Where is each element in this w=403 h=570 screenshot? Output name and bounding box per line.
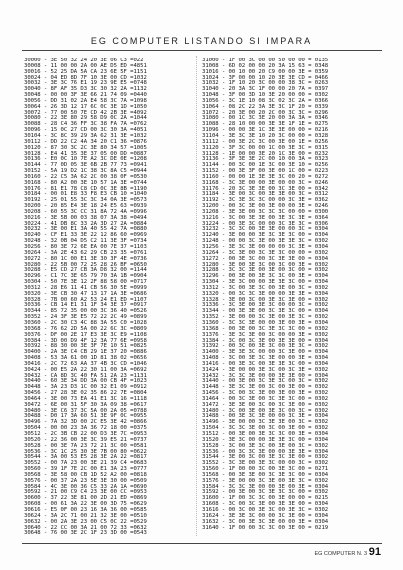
listing-line: 30368 - 76 62 2D 5A 00 22 6C 3C =0809: [24, 325, 147, 332]
listing-line: 30416 - 2C 72 63 AA 37 4B 3C CD =1046: [24, 360, 147, 367]
listing-line: 31040 - 20 3A 3C 1F 00 00 20 7A = 0397: [202, 86, 329, 93]
listing-line: 31168 - 3C 3E 00 00 3E 00 00 3C = 0246: [202, 179, 329, 186]
listing-line: 31256 - 3E 3C 3E 00 00 00 3C 3E = 0304: [202, 244, 329, 250]
listing-line: 30168 - 80 A2 00 3E 10 57 1A 3E =0744: [24, 179, 147, 186]
listing-line: 31336 - 3C 3E 00 3E 3C 00 00 3C = 0302: [202, 302, 329, 309]
listing-line: 31368 - 00 3E 00 3C 3E 3C 3C 00 = 0302: [202, 325, 329, 332]
listing-line: 31288 - 3C 3C 3E 00 3E 00 3C 00 = 0302: [202, 267, 329, 274]
listing-line: 30072 - 77 00 50 7E CD 42 2B 3E =4092: [24, 109, 147, 116]
listing-line: 30272 - 80 1C 00 E1 3E 30 3F 4E =0736: [24, 255, 147, 262]
listing-line: 31616 - 00 3C 00 3E 3C 00 3E 3C = 0302: [202, 506, 329, 513]
listing-line: 30320 - 3E CB 30 47 13 17 1A 3E =0686: [24, 290, 147, 297]
listing-line: 30064 - 26 3D 12 17 6C 0C 3E 1D =1050: [24, 103, 147, 110]
listing-line: 31312 - 3C 00 3E 3C 00 3E 00 3C = 0302: [202, 284, 329, 291]
listing-line: 30056 - DD 31 02 2A E4 58 3C 7A =1098: [24, 97, 147, 104]
listing-line: 30216 - 3E 5B 00 03 38 07 3A 38 =0494: [24, 214, 147, 221]
listing-line: 30224 - 41 DB 8C 33 2A 3D 27 2A =0884: [24, 220, 147, 227]
listing-line: 30016 - 52 25 DA 5A CA 23 6E 5F =1151: [24, 68, 147, 75]
listing-line: 30440 - 60 3E 34 DD 3A 00 CB 4F =1023: [24, 378, 147, 385]
listing-line: 31552 - 3C 3E 00 3E 3C 00 00 3C = 0302: [202, 460, 329, 467]
listing-line: 30088 - 28 C4 36 FF 3C 38 FA 7A =0762: [24, 121, 147, 128]
listing-line: 30632 - 00 2A 3E 23 00 C5 0C 22 =0529: [24, 518, 147, 525]
listing-line: 31448 - 3E 3C 3E 00 3C 00 3E 00 = 0302: [202, 384, 329, 391]
page-number: 91: [368, 546, 381, 558]
listing-line: 30504 - 00 00 23 3A 36 72 18 00 =0375: [24, 425, 147, 432]
listing-line: 31464 - 00 3C 3E 00 3C 3E 3C 00 = 0302: [202, 395, 329, 402]
listing-line: 31536 - 00 3C 3C 3E 00 00 3E 3E = 0304: [202, 448, 329, 455]
listing-line: 31520 - 3E 3C 00 00 3E 3E 3C 00 = 0304: [202, 436, 329, 443]
listing-line: 31184 - 3E 00 3C 00 3E 3E 00 3C = 0312: [202, 191, 329, 198]
listing-line: 30240 - CF E1 33 3E 22 12 86 60 =0969: [24, 232, 147, 239]
listing-line: 31008 - 6D 02 00 00 20 3A 15 63 = 0348: [202, 62, 329, 69]
listing-line: 30288 - E5 CD 27 CB 3A D8 32 00 =1144: [24, 267, 147, 274]
listing-line: 31392 - 00 3C 00 3E 3C 00 3E 3C = 0302: [202, 343, 329, 350]
listing-line: 30592 - 21 00 C9 C4 23 3E 00 CC =0953: [24, 489, 147, 496]
listing-line: 30360 - 2C 30 C3 4C 88 3A 55 C0 =1028: [24, 319, 147, 326]
listing-line: 31072 - 20 3E 00 20 2C 00 3C 3C = 0296: [202, 109, 329, 116]
listing-line: 31272 - 00 3E 3C 00 3C 3E 3E 00 = 0304: [202, 255, 329, 262]
listing-line: 30608 - 00 61 3A 22 3E 00 3D 75 =0629: [24, 501, 147, 508]
listing-line: 31352 - 3E 00 00 3C 3E 00 3E 3C = 0302: [202, 314, 329, 321]
listing-line: 31400 - 3E 3E 3C 00 00 3C 3E 00 = 0304: [202, 349, 329, 356]
listing-line: 31456 - 3C 00 3C 3E 00 3E 00 3E = 0302: [202, 390, 329, 397]
listing-line: 30096 - 15 0C 27 CD 00 3C 30 3A =4051: [24, 127, 147, 134]
listing-line: 30296 - C1 7C 3E 65 79 70 3A 1B =0904: [24, 273, 147, 280]
listing-line: 31232 - 3C 3C 00 3E 3E 00 00 3C = 0304: [202, 226, 329, 233]
listing-line: 31264 - 3C 3E 00 3C 3E 3C 00 00 = 0302: [202, 249, 329, 256]
listing-line: 30352 - 24 3F 3E E5 72 22 2C 49 =0899: [24, 314, 147, 321]
listing-line: 30392 - 88 30 00 3E 3F 7E 10 51 =0825: [24, 343, 147, 350]
listing-line: 30376 - DF 00 2E 17 E3 3E 3C E9 =1108: [24, 331, 147, 338]
listing-line: 31176 - 20 3C 3E 3E 00 3C 3E 00 = 0342: [202, 185, 329, 192]
listing-line: 30264 - 3A 2E 43 62 29 CB 23 35 =0761: [24, 249, 147, 256]
listing-line: 30328 - 7B 00 60 A2 53 24 E1 ED =1107: [24, 296, 147, 303]
listing-line: 31000 - 1F 00 3C 00 00 50 00 00 = 0135: [202, 58, 329, 63]
listing-line: 30104 - 3C 8C 39 29 3A 62 31 3E =1032: [24, 132, 147, 139]
listing-line: 31624 - 3E 3E 3C 00 00 3C 3E 00 = 0304: [202, 512, 329, 519]
listing-line: 31640 - 1F 00 00 3C 3C 00 3E 00 = 0219: [202, 524, 329, 531]
listing-line: 30616 - E5 0F 00 23 16 3A 36 00 =0585: [24, 506, 147, 513]
listing-line: 30008 - 11 00 00 2A 00 AE D5 ED =4851: [24, 62, 147, 69]
listing-line: 30456 - 27 28 3E 02 35 86 22 7E =0804: [24, 390, 147, 397]
listing-line: 30080 - 22 3E 80 29 58 D9 0C 2A =1044: [24, 115, 147, 122]
listing-line: 31584 - 3C 3C 3E 00 00 3E 00 3E = 0304: [202, 483, 329, 490]
listing-line: 31064 - 08 2C 22 3A 3E 3C 1F 20 = 0339: [202, 103, 329, 110]
listing-line: 30120 - 87 30 3C 2C 3E 80 34 57 =1005: [24, 144, 147, 151]
listing-line: 31568 - 00 3E 3E 00 3C 3E 3C 00 = 0304: [202, 471, 329, 478]
listing-line: 30128 - E4 41 35 3E 37 05 00 DD =0887: [24, 150, 147, 157]
header-rule: [22, 50, 382, 51]
listing-line: 31080 - 00 1C 3C 3E 20 00 3A 3A = 0346: [202, 115, 329, 122]
listing-line: 31504 - 3C 3C 3E 00 3C 00 3E 00 = 0302: [202, 425, 329, 432]
listing-line: 30384 - 3D 00 D9 4F 12 3A 77 6E =0958: [24, 337, 147, 344]
listing-line: 30032 - 3E 3C 76 E1 19 23 9E E5 =0748: [24, 80, 147, 87]
listing-line: 31608 - 3C 00 3C 3E 00 3E 3E 00 = 0304: [202, 501, 329, 508]
listing-line: 31632 - 3C 00 3E 3C 3E 00 00 3E = 0304: [202, 518, 329, 525]
listing-line: 31128 - 1E 00 00 3E 20 1C 3E 00 = 0232: [202, 150, 329, 157]
listing-line: 31224 - 00 3E 3C 00 00 3C 3E 3C = 0306: [202, 220, 329, 227]
listing-line: 31200 - 00 3C 3E 00 3E 00 00 3E = 0246: [202, 203, 329, 210]
listing-line: 31528 - 3C 00 3E 3C 00 3E 00 3C = 0302: [202, 442, 329, 449]
listing-line: 30528 - 00 3E 7A 23 72 21 3C 00 =0581: [24, 442, 147, 449]
listing-line: 30200 - 20 85 E4 3E 18 24 E5 63 =0939: [24, 203, 147, 210]
listing-line: 30576 - 00 37 2A 23 5E 3E 30 00 =0509: [24, 477, 147, 484]
listing-line: 30304 - 50 7E 3E 12 2F 88 58 00 =0717: [24, 279, 147, 286]
listing-line: 30432 - CA 8D 3C 40 FA 51 2A 23 =1131: [24, 372, 147, 379]
listing-column-right: [202, 58, 380, 534]
listing-line: 30480 - 3E C6 37 3C 5A 00 2A 05 =0788: [24, 407, 147, 414]
listing-line: 31024 - 3F 00 00 10 20 3E 3E CD = 0466: [202, 74, 329, 81]
listing-line: 30640 - 22 CC 00 3A 21 00 72 33 =0632: [24, 524, 147, 531]
listing-line: 31088 - 28 10 00 00 3E 3E 1F 1E = 0275: [202, 121, 329, 128]
listing-line: 31160 - 00 00 1E 3E 3E 3C 00 20 = 0272: [202, 173, 329, 180]
listing-line: 30024 - 04 ED 8D 7F 10 3E 00 CD =1032: [24, 74, 147, 81]
listing-line: 30112 - DD 22 C2 4A 34 20 C1 36 =0876: [24, 138, 147, 145]
listing-line: 30560 - 39 1F 7E 2C 00 E1 3A 23 =0777: [24, 466, 147, 473]
listing-line: 31328 - 3E 00 3C 00 3E 3C 3E 00 = 0302: [202, 296, 329, 303]
listing-line: 31496 - 3E 00 00 3C 3E 3E 00 3C = 0302: [202, 419, 329, 426]
listing-column-left: [24, 58, 192, 534]
listing-line: 31544 - 3E 00 3C 00 3E 3C 3E 00 = 0302: [202, 454, 329, 461]
listing-line: 31344 - 00 3E 3E 00 3C 3E 3C 00 = 0304: [202, 308, 329, 315]
listing-line: 30584 - 4C 3E 00 36 C5 33 2A 1A =0690: [24, 483, 147, 490]
listing-line: 30312 - 28 E6 11 41 CB 56 30 5E =0999: [24, 284, 147, 291]
listing-line: 31480 - 3C 00 3E 00 3E 3C 00 3C = 0302: [202, 407, 329, 414]
listing-line: 31112 - 00 3E 2C 3C 00 3E 00 1E = 0256: [202, 138, 329, 145]
listing-line: 30256 - 80 3E 72 6E EA 00 7E 37 =1103: [24, 244, 147, 250]
listing-line: 31016 - 00 10 00 20 C9 00 00 3E = 0359: [202, 68, 329, 75]
listing-line: 31472 - 3E 3E 00 3C 00 3C 3E 00 = 0302: [202, 401, 329, 408]
listing-line: 31056 - 3C 1E 10 08 3C 02 3C 2A = 0366: [202, 97, 329, 104]
listing-line: 30184 - 00 01 E8 33 F8 E3 CB 10 =1040: [24, 191, 147, 198]
listing-line: 31032 - 1F 10 20 3C 00 00 38 3C = 0263: [202, 80, 329, 87]
listing-line: 31576 - 3E 00 00 3C 3E 00 3E 3C = 0302: [202, 477, 329, 484]
listing-line: 31432 - 3C 3C 3E 00 00 3E 3E 00 = 0304: [202, 372, 329, 379]
listing-line: 30496 - 7A 32 3D 00 2C E5 3E 42 =0866: [24, 419, 147, 426]
listing-line: 31248 - 00 00 3C 3E 00 3E 3E 3C = 0302: [202, 238, 329, 245]
listing-line: 30448 - 3A 23 D3 1C 00 32 E1 09 =0912: [24, 384, 147, 391]
listing-line: 31104 - 3E 3C 3E 10 20 3C 00 00 = 0328: [202, 132, 329, 139]
listing-line: 31408 - 3C 00 3E 3C 3E 00 00 3E = 0304: [202, 355, 329, 362]
listing-line: 31152 - 00 3E 3F 00 3E 00 1C 00 = 0223: [202, 168, 329, 175]
listing-line: 31096 - 00 00 3E 1C 3E 3E 00 00 = 0216: [202, 127, 329, 134]
listing-line: 30344 - 85 72 35 00 00 3C 36 40 =0526: [24, 308, 147, 315]
listing-line: 30464 - 3E 00 73 EA 41 E1 3C 16 =1118: [24, 395, 147, 402]
listing-line: 30424 - 00 E5 2A 22 30 11 00 3A =0692: [24, 366, 147, 373]
listing-line: 30400 - 2A 3E C4 CB 29 1E 37 20 =0886: [24, 349, 147, 356]
listing-line: 30512 - 2C 3B CB 22 00 D3 3E 7C =0953: [24, 431, 147, 437]
listing-line: 30536 - 3C 1C 25 30 3E 7B 00 80 =0622: [24, 448, 147, 455]
listing-line: 31304 - 3E 3C 00 00 3E 3E 3C 00 = 0304: [202, 279, 329, 286]
listing-line: 31296 - 00 3E 00 3E 3C 3C 00 3E = 0304: [202, 273, 329, 280]
listing-line: 30048 - 00 00 3F 3E 66 21 74 09 =0440: [24, 92, 147, 99]
listing-line: 31384 - 3C 00 3C 3E 00 3E 3E 00 = 0304: [202, 337, 329, 344]
listing-line: 31208 - 3E 3E 00 3C 3C 3C 00 00 = 0300: [202, 208, 329, 215]
listing-line: 30648 - 76 00 3E 2C 1F 23 3D 00 =0543: [24, 530, 147, 534]
listing-line: 31360 - 3C 3C 3E 00 00 3E 00 3E = 0304: [202, 319, 329, 326]
listing-line: 31416 - 00 3E 3C 00 3E 3E 3C 00 = 0304: [202, 360, 329, 367]
listing-line: 31320 - 00 3C 3C 3E 00 00 3E 3E = 0304: [202, 290, 329, 297]
page-header-title: EG COMPUTER LISTANDO SI IMPARA: [90, 36, 313, 46]
listing-line: 30144 - 77 0D 05 3E 6B 2B 77 73 =0941: [24, 162, 147, 169]
listing-line: 30336 - CB 14 E1 31 1F 34 3E 37 =0917: [24, 302, 147, 309]
listing-line: 31488 - 00 3E 3C 3E 00 00 3C 3E = 0304: [202, 413, 329, 420]
listing-line: 30152 - 5A 19 D2 1C 38 3C 8A C5 =0944: [24, 168, 147, 175]
listing-line: 31424 - 3E 00 00 3E 3C 00 3C 3E = 0302: [202, 366, 329, 373]
listing-line: 30192 - 25 01 55 3C 3C 34 0A 3E =0573: [24, 197, 147, 204]
footer-rule: [22, 543, 382, 544]
listing-line: 31280 - 3E 00 3E 3C 00 3C 00 3E = 0302: [202, 261, 329, 268]
listing-line: 30040 - 8F AF 35 D3 3C 30 32 2A =1132: [24, 86, 147, 93]
listing-line: 30408 - 53 3A 61 00 1D 81 38 02 =0656: [24, 355, 147, 362]
listing-line: 31600 - 1F 00 3C 3C 00 3E 00 00 = 0215: [202, 495, 329, 502]
listing-line: 31048 - 3F 00 3D 10 3E 20 00 00 = 0302: [202, 92, 329, 99]
listing-line: 30472 - 6E 00 31 5F 30 3A 09 38 =0617: [24, 401, 147, 408]
listing-line: 31144 - 00 3C 00 1E 3C 00 3E 10 = 0256: [202, 162, 329, 169]
listing-line: 30232 - 3E 00 E1 3A 40 55 42 7A =0880: [24, 226, 147, 233]
listing-line: 31560 - 1F 00 00 3C 00 3E 3C 00 = 0271: [202, 466, 329, 473]
column-divider: [196, 56, 197, 536]
listing-line: 30136 - E0 0C 10 7E A2 3C DE 0E =1208: [24, 156, 147, 163]
listing-line: 30248 - 32 0B 04 D5 C2 11 3E 3F =0734: [24, 238, 147, 245]
listing-line: 31120 - 3F 3C 00 00 1C 00 3E 3C = 0315: [202, 144, 329, 151]
listing-line: 30520 - 22 36 00 3E 3C 39 E5 21 =0737: [24, 436, 147, 443]
listing-line: 30160 - 22 C5 3A 62 2C 00 38 0F =0530: [24, 173, 147, 180]
listing-line: 31440 - 00 3E 00 3C 3E 3C 00 3C = 0302: [202, 378, 329, 385]
listing-line: 30600 - 37 22 3E 81 00 2D 21 ED =0869: [24, 495, 147, 502]
listing-line: 30000 - 3E 50 32 24 20 3E 06 C3 =022: [24, 58, 144, 63]
listing-line: 31376 - 3E 3C 3E 00 3C 00 00 3E = 0302: [202, 331, 329, 338]
listing-line: 31592 - 00 3E 00 3C 3E 3C 3C 00 = 0302: [202, 489, 329, 496]
listing-line: 30568 - 3E 58 00 CB 1D 52 A2 00 =0818: [24, 471, 147, 478]
footer-magazine-label: EG COMPUTER N. 3: [314, 551, 367, 557]
listing-line: 30552 - 00 7A 23 00 3E 21 39 C4 =0683: [24, 460, 147, 467]
listing-line: 30280 - 22 5B 00 72 25 28 26 BF =0650: [24, 261, 147, 268]
listing-line: 31512 - 00 3E 00 3E 3C 3C 00 3E = 0304: [202, 431, 329, 437]
listing-line: 31216 - 3C 00 3E 3E 00 3E 3C 3E = 0364: [202, 214, 329, 221]
listing-line: 30208 - 60 55 3C CC 31 8A 72 4A =0996: [24, 208, 147, 215]
listing-line: 31136 - 3F 3E 3E 2C 00 10 00 3A = 0323: [202, 156, 329, 163]
listing-line: 31192 - 3C 3E 3C 3C 00 00 3C 3E = 0362: [202, 197, 329, 204]
listing-line: 30176 - 81 E1 78 C8 CD 0C 3E 8B =1190: [24, 185, 147, 192]
listing-line: 31240 - 3E 00 00 3E 3C 3E 3C 00 = 0304: [202, 232, 329, 239]
listing-line: 30624 - 3A 2C 71 00 21 32 3E 00 =0510: [24, 512, 147, 519]
listing-line: 30488 - D0 17 3A 60 51 3E 9F 0C =0955: [24, 413, 147, 420]
listing-line: 30544 - 3A 00 53 E5 28 3E 2A 22 =0817: [24, 454, 147, 461]
